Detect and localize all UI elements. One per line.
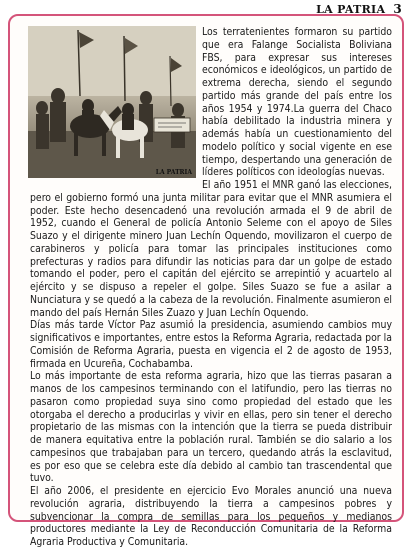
- paragraph-2: El año 1951 el MNR ganó las elecciones, pero el gobierno formó una junta militar para evitar que el MNR asumiera el poder. Este hecho desencadenó una revolución armada el 9 de abril de 1952, cuando el General de policía Antonio Seleme con el apoyo de Siles Suazo y el dirigente minero Juan Lechín Oquendo, movilizaron el cuerpo de carabineros y policía para tomar las principales instituciones como prefecturas y radios para difundir las noticias para dar un golpe de estado tomando el poder, pero el capitán del ejército se arrepintió y acuartelo al ejército y se dispuso a repeler el golpe. Siles Suazo se fue a asilar a Nunciatura y se quedó a la cabeza de la revolución. Finalmente asumieron el mando del país Hernán Siles Zuazo y Juan Lechín Oquendo.: [30, 179, 392, 319]
- paragraph-3: Días más tarde Víctor Paz asumió la presidencia, asumiendo cambios muy significativos e importantes, entre estos la Reforma Agraria, redactada por la Comisión de Reforma Agraria, puesta en vigencia el 2 de agosto de 1953, firmada en Ucureña, Cochabamba.: [30, 319, 392, 370]
- historical-photo: [28, 26, 196, 178]
- page-header: [316, 2, 402, 16]
- paragraph-4: Lo más importante de esta reforma agraria, hizo que las tierras pasaran a manos de los campesinos terminando con el latifundio, pero las tierras no pasaron como propiedad suya sino como propiedad del estado que les otorgaba el derecho a producirlas y vivir en ellas, pero sin tener el derecho propietario de las mismas con la intención que la tierra se pueda distribuir de manera equitativa entre la población rural. También se dio salario a los campesinos que trabajaban para un tercero, quedando atrás la esclavitud, es por eso que se celebra este día debido al cambio tan trascendental que tuvo.: [30, 370, 392, 485]
- publication-title: LA PATRIA: [316, 3, 386, 16]
- paragraph-1: Los terratenientes formaron su partido que era Falange Socialista Boliviana FBS, para expresar sus intereses económicos e ideológicos, un partido de extrema derecha, siendo el segundo partido más grande del país entre los años 1954 y 1974.La guerra del Chaco había debilitado la industria minera y además había un cuestionamiento del modelo político y social vigente en ese tiempo, despertando una generación de líderes políticos con ideologías nuevas.: [202, 26, 392, 179]
- paragraph-5: El año 2006, el presidente en ejercicio Evo Morales anunció una nueva revolución agraria, distribuyendo la tierra a campesinos pobres y subvencionar la compra de semillas para los pequeños y medianos productores mediante la Ley de Reconducción Comunitaria de la Reforma Agraria Productiva y Comunitaria.: [30, 485, 392, 548]
- page-number: 3: [393, 2, 402, 16]
- photo-caption: LA PATRIA: [155, 169, 192, 176]
